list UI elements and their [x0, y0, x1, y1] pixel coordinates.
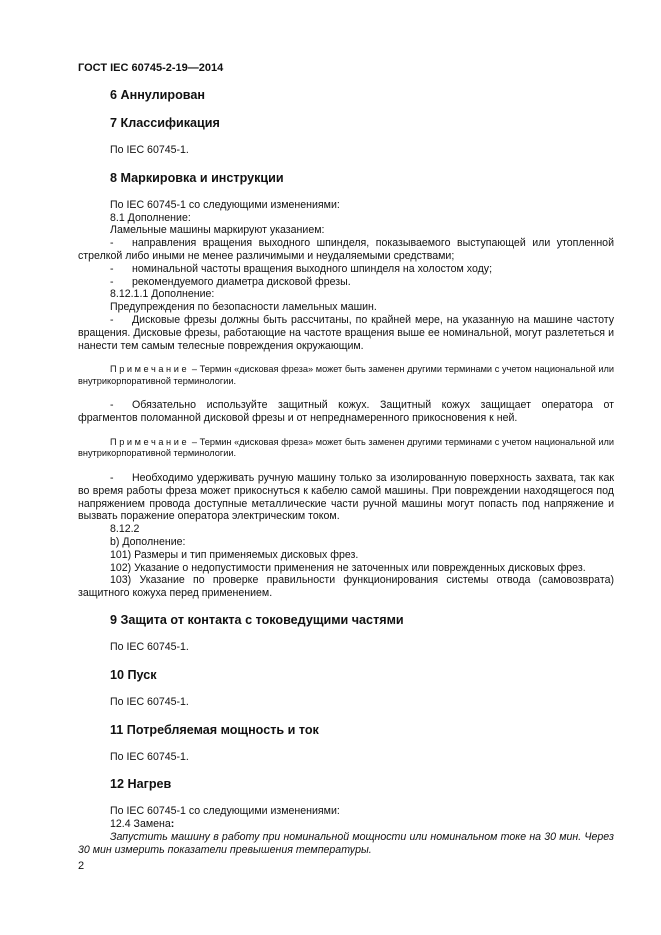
clause-12-4-colon: : — [170, 818, 175, 831]
note-2 — [78, 437, 614, 460]
item-101: 101) Размеры и тип применяемых дисковых фрез. — [110, 548, 359, 561]
clause-8-12-2-b: b) Дополнение: — [110, 535, 186, 548]
page-content — [78, 88, 614, 857]
section-6-title: 6 Аннулирован — [110, 88, 205, 102]
warning-2-text: Обязательно используйте защитный кожух. Защитный кожух защищает оператора от фрагментов поломанной дисковой фрезы и от непреднамеренного прикосновения к ней. — [78, 399, 614, 425]
marking-item-2 — [78, 263, 614, 276]
page-number: 2 — [78, 860, 85, 872]
note-1-text: – Термин «дисковая фреза» может быть заменен другими терминами с учетом национальной или внутрикорпоративной терминологии. — [78, 364, 614, 386]
section-12-title: 12 Нагрев — [110, 777, 172, 792]
marking-item-3 — [78, 276, 614, 289]
clause-8-12-1-1: 8.12.1.1 Дополнение: — [110, 288, 215, 301]
section-9-title: 9 Защита от контакта с токоведущими частями — [110, 612, 404, 627]
section-7-title: 7 Классификация — [110, 116, 220, 130]
clause-12-4-label: 12.4 Замена — [110, 818, 171, 831]
section-11-text: По IEC 60745-1. — [110, 750, 189, 763]
warning-2 — [78, 399, 614, 425]
dash-marker: - — [110, 262, 114, 275]
note-1-label: Примечание — [110, 364, 190, 375]
clause-8-1-lead: Ламельные машины маркируют указанием: — [110, 224, 325, 237]
section-10-text: По IEC 60745-1. — [110, 695, 189, 708]
warning-1-text: Дисковые фрезы должны быть рассчитаны, по крайней мере, на указанную на машине частоту вращения. Дисковые фрезы, работающие на частоте вращения выше ее номинальной, могут разлететься и нанести тем самым телесные повреждения окружающим. — [78, 313, 614, 352]
section-10-title: 10 Пуск — [110, 667, 157, 682]
note-2-label: Примечание — [110, 436, 190, 447]
marking-item-2-text: номинальной частоты вращения выходного шпинделя на холостом ходу; — [132, 262, 493, 275]
section-11-title: 11 Потребляемая мощность и ток — [110, 722, 319, 737]
marking-item-1 — [78, 237, 614, 263]
warning-3-text: Необходимо удерживать ручную машину только за изолированную поверхность захвата, так как во время работы фреза может прикоснуться к кабелю самой машины. При повреждении находящегося под напряжением провода доступные металлические части ручной машины могут попасть под напряжение и вызвать поражение оператора электрическим током. — [78, 471, 614, 523]
section-9-text: По IEC 60745-1. — [110, 640, 189, 653]
dash-marker: - — [110, 471, 114, 484]
note-1 — [78, 364, 614, 387]
marking-item-1-text: направления вращения выходного шпинделя, показываемого выступающей или утопленной стрелкой либо иными не менее различимыми и неудаляемыми средствами; — [78, 237, 614, 262]
dash-marker: - — [110, 275, 114, 288]
section-7-text: По IEC 60745-1. — [110, 144, 189, 156]
section-12-replacement-text: Запустить машину в работу при номинальной мощности или номинальном токе на 30 мин. Через 30 мин измерить показатели превышения температуры. — [78, 830, 614, 856]
section-8-intro: По IEC 60745-1 со следующими изменениями: — [110, 198, 340, 211]
clause-8-12-2: 8.12.2 — [110, 523, 140, 536]
dash-marker: - — [110, 399, 114, 412]
dash-marker: - — [110, 237, 114, 250]
dash-marker: - — [110, 313, 114, 326]
note-2-text: – Термин «дисковая фреза» может быть заменен другими терминами с учетом национальной или внутрикорпоративной терминологии. — [78, 436, 614, 459]
item-102: 102) Указание о недопустимости применения не заточенных или поврежденных дисковых фрез. — [110, 561, 586, 574]
section-8-title: 8 Маркировка и инструкции — [110, 170, 284, 185]
clause-8-12-1-1-lead: Предупреждения по безопасности ламельных машин. — [110, 301, 377, 314]
section-12-intro: По IEC 60745-1 со следующими изменениями: — [110, 805, 340, 818]
clause-12-4 — [78, 818, 614, 831]
warning-1 — [78, 314, 614, 352]
clause-8-1: 8.1 Дополнение: — [110, 211, 191, 224]
item-103: 103) Указание по проверке правильности функционирования системы отвода (самовозврата) защитного кожуха перед применением. — [78, 574, 614, 600]
marking-item-3-text: рекомендуемого диаметра дисковой фрезы. — [132, 275, 351, 288]
standard-header: ГОСТ IEC 60745-2-19—2014 — [78, 62, 224, 74]
warning-3 — [78, 472, 614, 523]
